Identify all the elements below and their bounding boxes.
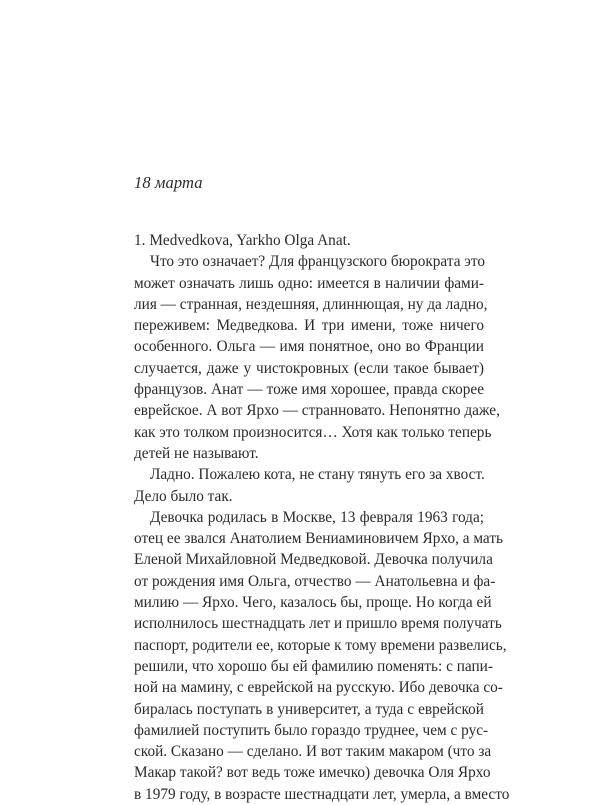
text-line: переживем: Медведкова. И три имени, тоже ничего (134, 317, 484, 335)
text-line: фамилией поступить было гораздо труднее, чем с рус- (134, 721, 489, 739)
text-line: особенного. Ольга — имя понятное, оно во Франции (134, 338, 484, 356)
text-line: может означать лишь одно: имеется в наличии фами- (134, 274, 484, 292)
text-line: милию — Ярхо. Чего, казалось бы, проще. Но когда ей (134, 594, 492, 612)
text-line: французов. Анат — тоже имя хорошее, правда скорее (134, 381, 484, 399)
text-line: отец ее звался Анатолием Вениаминовичем Ярхо, а мать (134, 530, 503, 548)
text-line: случается, даже у чистокровных (если такое бывает) (134, 359, 484, 377)
text-line: ской. Сказано — сделано. И вот таким макаром (что за (134, 743, 492, 761)
chapter-date: 18 марта (134, 173, 203, 192)
text-line: в 1979 году, в возрасте шестнадцати лет, умерла, а вместо (134, 785, 510, 803)
text-line: Девочка родилась в Москве, 13 февраля 1963 года; (150, 508, 484, 526)
text-line: от рождения имя Ольга, отчество — Анатольевна и фа- (134, 572, 496, 590)
text-line: Ладно. Пожалею кота, не стану тянуть его за хвост. (150, 466, 485, 484)
text-line: исполнилось шестнадцать лет и пришло время получать (134, 615, 502, 633)
text-line: Макар такой? вот ведь тоже имечко) девочка Оля Ярхо (134, 764, 491, 782)
entry-heading-text: Medvedkova, Yarkho Olga Anat. (149, 232, 351, 249)
text-line: паспорт, родители ее, которые к тому времени развелись, (134, 636, 507, 654)
text-line: Дело было так. (134, 487, 233, 505)
text-line: детей не называют. (134, 444, 259, 462)
text-line: лия — странная, нездешняя, длиннющая, ну да ладно, (134, 295, 488, 313)
entry-number: 1. (134, 232, 146, 249)
body-text (134, 230, 510, 805)
text-line: решили, что хорошо бы ей фамилию поменять: с папи- (134, 657, 493, 675)
entry-heading (134, 230, 484, 251)
text-line: ной на мамину, с еврейской на русскую. Ибо девочка со- (134, 679, 503, 697)
text-line: Что это означает? Для французского бюрократа это (150, 253, 486, 271)
text-line: как это толком произносится… Хотя как только теперь (134, 423, 492, 441)
text-line: биралась поступать в университет, а туда с еврейской (134, 700, 484, 718)
text-line: Еленой Михайловной Медведковой. Девочка получила (134, 551, 493, 569)
text-line: еврейское. А вот Ярхо — странновато. Непонятно даже, (134, 402, 500, 420)
